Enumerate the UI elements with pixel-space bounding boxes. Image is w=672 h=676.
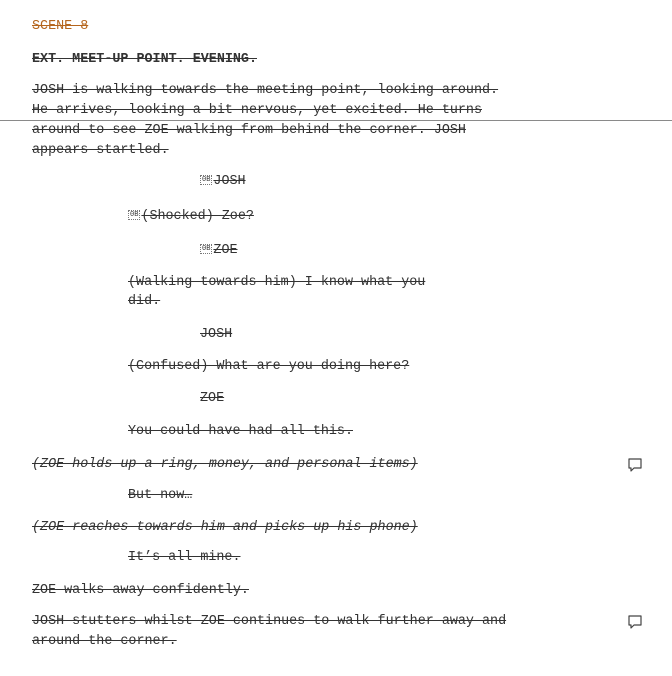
action-line: He arrives, looking a bit nervous, yet excited. He turns xyxy=(32,103,482,118)
character-cue: JOSH xyxy=(200,327,233,342)
action-line: around the corner. xyxy=(32,634,177,649)
control-char-glyph: 0B xyxy=(202,176,211,184)
character-cue xyxy=(200,241,238,261)
dialogue-line: You could have had all this. xyxy=(128,424,353,439)
dialogue-line: It’s all mine. xyxy=(128,550,241,565)
action-line: JOSH is walking towards the meeting point, looking around. xyxy=(32,83,499,98)
character-name: JOSH xyxy=(213,174,246,189)
dialogue-line: (Confused) What are you doing here? xyxy=(128,359,410,374)
character-cue: ZOE xyxy=(200,391,225,406)
character-cue xyxy=(200,172,246,192)
action-line: around to see ZOE walking from behind the corner. JOSH xyxy=(32,123,466,138)
dialogue-text: (Shocked) Zoe? xyxy=(141,209,254,224)
scene-heading: EXT. MEET-UP POINT. EVENING. xyxy=(32,52,257,67)
action-line: JOSH stutters whilst ZOE continues to walk further away and xyxy=(32,614,507,629)
character-name: ZOE xyxy=(213,243,238,258)
action-line: appears startled. xyxy=(32,143,169,158)
parenthetical-action: (ZOE reaches towards him and picks up his phone) xyxy=(32,520,418,535)
dialogue-line: (Walking towards him) I know what you xyxy=(128,275,426,290)
scene-number: SCENE 8 xyxy=(32,19,89,34)
dialogue-line xyxy=(128,207,254,227)
control-char-glyph: 0B xyxy=(202,245,211,253)
control-char-glyph: 0B xyxy=(130,211,139,219)
comment-icon[interactable] xyxy=(627,614,643,630)
dialogue-line: But now… xyxy=(128,488,193,503)
dialogue-line: did. xyxy=(128,294,161,309)
action-line: ZOE walks away confidently. xyxy=(32,583,249,598)
comment-icon[interactable] xyxy=(627,457,643,473)
parenthetical-action: (ZOE holds up a ring, money, and personal items) xyxy=(32,457,418,472)
